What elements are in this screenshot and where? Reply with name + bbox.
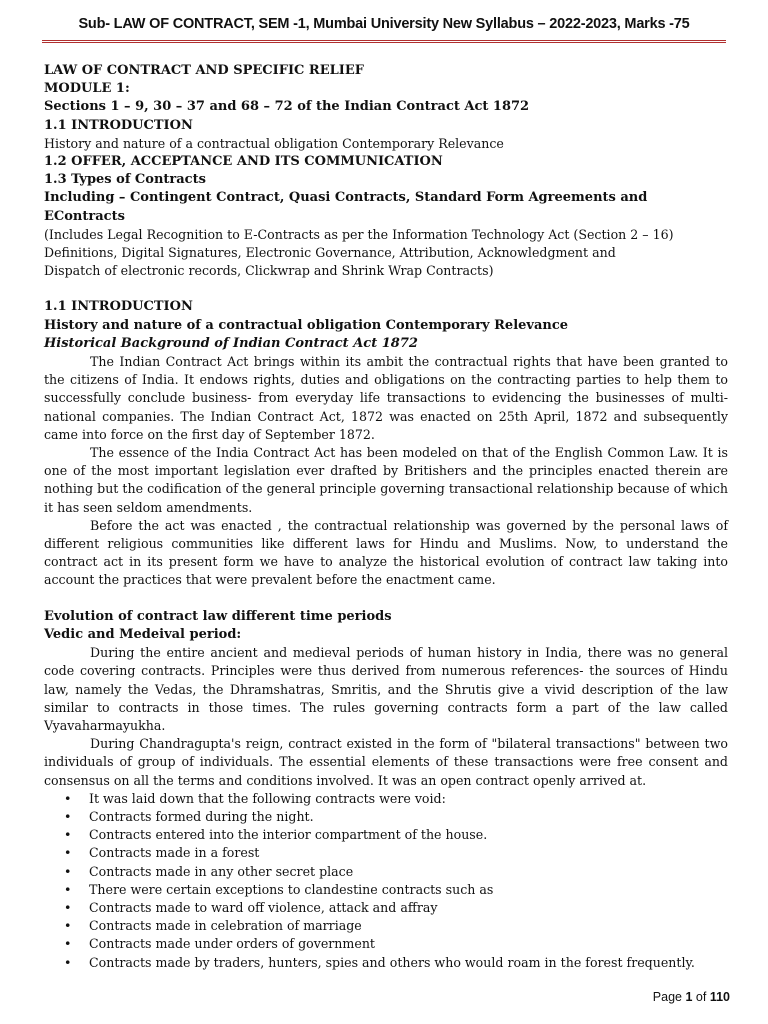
section-paragraph-3: Before the act was enacted , the contractual relationship was governed by the personal laws of different religious communities like different laws for Hindu and Muslims. Now, to understand the contract act in its present form we have to analyze the historical evolution of contract law taking into account the practices that were prevalent before the enactment came. (44, 517, 728, 588)
evolution-heading: Evolution of contract law different time periods (44, 608, 392, 624)
evolution-subheading: Vedic and Medeival period: (44, 626, 242, 642)
syllabus-types-including: Including – Contingent Contract, Quasi Contracts, Standard Form Agreements and EContracts (44, 190, 648, 224)
spacer (44, 590, 728, 608)
syllabus-title: LAW OF CONTRACT AND SPECIFIC RELIEF (44, 63, 364, 78)
section-paragraph-2: The essence of the India Contract Act has been modeled on that of the English Common Law. It is one of the most important legislation ever drafted by Britishers and the principles enacted therein are nothing but the codification of the general principle governing transactional relationship because of which it has seen seldom amendments. (44, 445, 728, 515)
syllabus-types-heading: 1.3 Types of Contracts (44, 172, 206, 188)
section-italic-heading: Historical Background of Indian Contract Act 1872 (44, 335, 418, 351)
section-paragraph-1: The Indian Contract Act brings within its ambit the contractual rights that have been granted to the citizens of India. It endows rights, duties and obligations on the contracting parties to help them to successfully conclude business- from everyday life transactions to evidencing the businesses of multi-national companies. The Indian Contract Act, 1872 was enacted on 25th April, 1872 and subsequently came into force on the first day of September 1872. (44, 354, 728, 442)
page-number: 1 (685, 990, 693, 1004)
syllabus-includes-line2: Definitions, Digital Signatures, Electronic Governance, Attribution, Acknowledgment and (44, 245, 616, 261)
syllabus-intro-heading: 1.1 INTRODUCTION (44, 117, 193, 133)
total-pages: 110 (709, 990, 730, 1004)
spacer (44, 280, 728, 298)
sections-line: Sections 1 – 9, 30 – 37 and 68 – 72 of the Indian Contract Act 1872 (44, 99, 530, 115)
list-item: • Contracts entered into the interior compartment of the house. (44, 826, 728, 844)
section-heading: 1.1 INTRODUCTION (44, 299, 193, 315)
page-content (44, 62, 728, 972)
list-item: • Contracts made by traders, hunters, spies and others who would roam in the forest frequently. (44, 954, 728, 972)
void-contracts-list (44, 790, 728, 972)
list-item: • Contracts made in a forest (44, 844, 728, 862)
page-label: Page (652, 990, 682, 1004)
section-subheading: History and nature of a contractual obligation Contemporary Relevance (44, 317, 569, 333)
list-item: • It was laid down that the following contracts were void: (44, 790, 728, 808)
of-label: of (695, 990, 707, 1004)
evolution-paragraph-2: During Chandragupta's reign, contract existed in the form of "bilateral transactions" between two individuals of group of individuals. The essential elements of these transactions were free consent and consensus on all the terms and conditions involved. It was an open contract openly arrived at. (44, 736, 728, 788)
running-header: Sub- LAW OF CONTRACT, SEM -1, Mumbai University New Syllabus – 2022-2023, Marks -75 (78, 16, 690, 32)
module-label: MODULE 1: (44, 81, 130, 97)
syllabus-intro-text: History and nature of a contractual obligation Contemporary Relevance (44, 135, 504, 151)
list-item: • Contracts formed during the night. (44, 808, 728, 826)
syllabus-includes-line3: Dispatch of electronic records, Clickwrap and Shrink Wrap Contracts) (44, 263, 494, 279)
list-item: • Contracts made in any other secret place (44, 863, 728, 881)
list-item: • Contracts made under orders of government (44, 935, 728, 953)
list-item: • There were certain exceptions to clandestine contracts such as (44, 881, 728, 899)
list-item: • Contracts made in celebration of marriage (44, 917, 728, 935)
evolution-paragraph-1: During the entire ancient and medieval periods of human history in India, there was no general code covering contracts. Principles were thus derived from numerous references- the sources of Hindu law, namely the Vedas, the Dhramshatras, Smritis, and the Shrutis give a vivid description of the law similar to contracts in those times. The rules governing contracts form a part of the law called Vyavaharmayukha. (44, 645, 728, 733)
page-footer (653, 990, 730, 1004)
syllabus-includes-line1: (Includes Legal Recognition to E-Contracts as per the Information Technology Act (Section 2 – 16) (44, 226, 674, 242)
header-divider (42, 40, 726, 43)
list-item: • Contracts made to ward off violence, attack and affray (44, 899, 728, 917)
syllabus-offer-heading: 1.2 OFFER, ACCEPTANCE AND ITS COMMUNICATION (44, 154, 443, 170)
